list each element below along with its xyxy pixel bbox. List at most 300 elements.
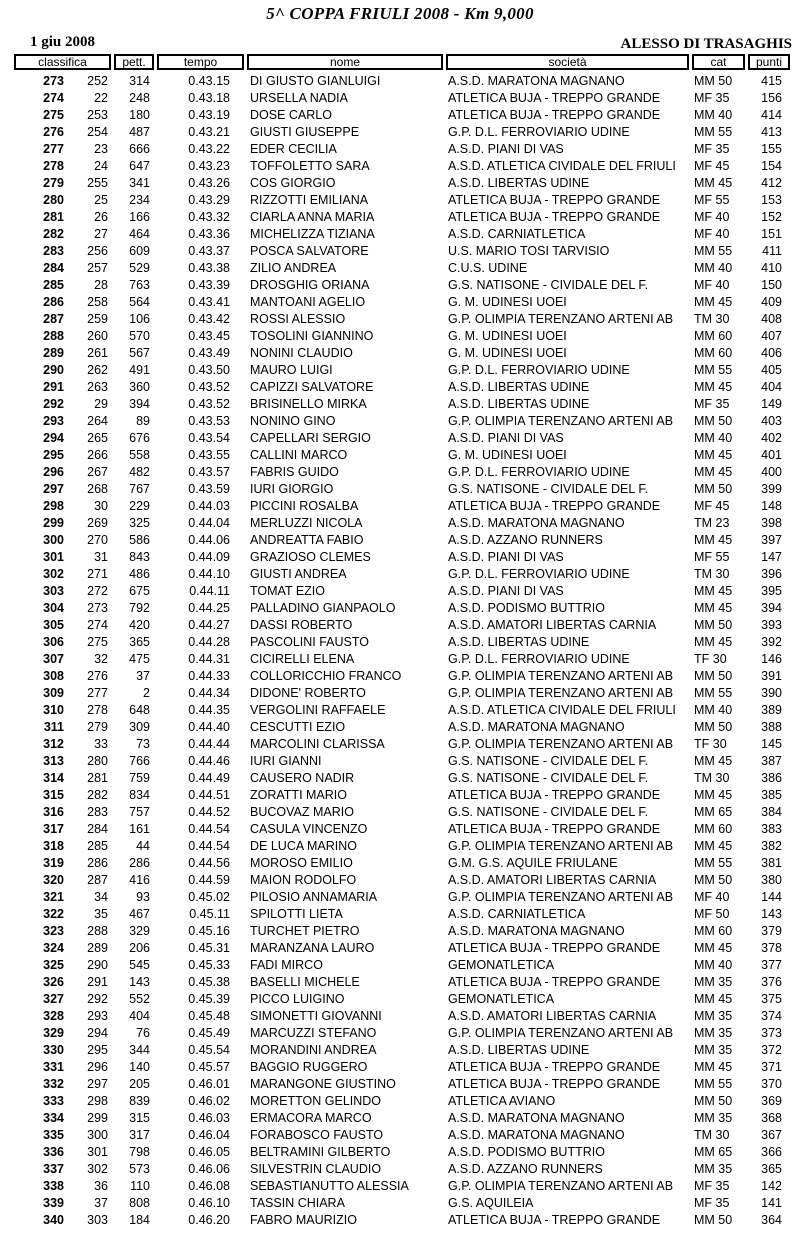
bib-number: 2 — [143, 686, 150, 700]
age-category: MF 45 — [694, 499, 730, 513]
rank-overall: 295 — [43, 448, 64, 462]
race-date: 1 giu 2008 — [30, 34, 96, 50]
athlete-name: PASCOLINI FAUSTO — [250, 635, 370, 649]
rank-category: 295 — [87, 1043, 108, 1057]
club-name: ATLETICA BUJA - TREPPO GRANDE — [448, 975, 661, 989]
table-row — [0, 736, 800, 753]
rank-overall: 290 — [43, 363, 64, 377]
athlete-name: MARCUZZI STEFANO — [250, 1026, 377, 1040]
club-name: A.S.D. PIANI DI VAS — [448, 431, 564, 445]
column-header-tempo: tempo — [157, 54, 244, 70]
bib-number: 487 — [129, 125, 150, 139]
bib-number: 229 — [129, 499, 150, 513]
table-row — [0, 379, 800, 396]
rank-overall: 332 — [43, 1077, 64, 1091]
age-category: MM 50 — [694, 482, 733, 496]
finish-time: 0.44.33 — [188, 669, 230, 683]
finish-time: 0.44.03 — [188, 499, 230, 513]
table-row — [0, 583, 800, 600]
rank-overall: 326 — [43, 975, 64, 989]
bib-number: 394 — [129, 397, 150, 411]
bib-number: 567 — [129, 346, 150, 360]
bib-number: 416 — [129, 873, 150, 887]
points: 378 — [761, 941, 782, 955]
points: 402 — [761, 431, 782, 445]
finish-time: 0.43.53 — [188, 414, 230, 428]
club-name: G.S. AQUILEIA — [448, 1196, 534, 1210]
bib-number: 404 — [129, 1009, 150, 1023]
club-name: G. M. UDINESI UOEI — [448, 329, 567, 343]
rank-overall: 337 — [43, 1162, 64, 1176]
points: 149 — [761, 397, 782, 411]
rank-category: 288 — [87, 924, 108, 938]
table-row — [0, 328, 800, 345]
rank-overall: 309 — [43, 686, 64, 700]
age-category: MM 50 — [694, 1213, 733, 1227]
table-row — [0, 770, 800, 787]
athlete-name: PICCINI ROSALBA — [250, 499, 359, 513]
points: 400 — [761, 465, 782, 479]
rank-overall: 338 — [43, 1179, 64, 1193]
points: 147 — [761, 550, 782, 564]
points: 410 — [761, 261, 782, 275]
points: 379 — [761, 924, 782, 938]
rank-overall: 330 — [43, 1043, 64, 1057]
rank-overall: 336 — [43, 1145, 64, 1159]
rank-overall: 325 — [43, 958, 64, 972]
age-category: MM 50 — [694, 74, 733, 88]
rank-overall: 288 — [43, 329, 64, 343]
finish-time: 0.44.54 — [188, 822, 230, 836]
rank-overall: 283 — [43, 244, 64, 258]
bib-number: 475 — [129, 652, 150, 666]
club-name: A.S.D. AZZANO RUNNERS — [448, 1162, 603, 1176]
rank-category: 270 — [87, 533, 108, 547]
club-name: A.S.D. LIBERTAS UDINE — [448, 176, 590, 190]
table-row — [0, 430, 800, 447]
points: 389 — [761, 703, 782, 717]
age-category: MM 50 — [694, 873, 733, 887]
club-name: G.P. D.L. FERROVIARIO UDINE — [448, 125, 630, 139]
points: 408 — [761, 312, 782, 326]
club-name: G.P. OLIMPIA TERENZANO ARTENI AB — [448, 737, 674, 751]
bib-number: 648 — [129, 703, 150, 717]
age-category: MM 55 — [694, 244, 733, 258]
age-category: MM 65 — [694, 1145, 733, 1159]
bib-number: 341 — [129, 176, 150, 190]
table-row — [0, 634, 800, 651]
athlete-name: TOMAT EZIO — [250, 584, 326, 598]
rank-overall: 333 — [43, 1094, 64, 1108]
rank-category: 286 — [87, 856, 108, 870]
rank-overall: 286 — [43, 295, 64, 309]
points: 367 — [761, 1128, 782, 1142]
club-name: G.P. OLIMPIA TERENZANO ARTENI AB — [448, 839, 674, 853]
results-table — [0, 73, 800, 1229]
rank-category: 262 — [87, 363, 108, 377]
rank-overall: 273 — [43, 74, 64, 88]
points: 369 — [761, 1094, 782, 1108]
rank-overall: 305 — [43, 618, 64, 632]
table-row — [0, 855, 800, 872]
age-category: MF 35 — [694, 1179, 730, 1193]
age-category: MM 45 — [694, 941, 733, 955]
rank-category: 296 — [87, 1060, 108, 1074]
document-title: 5^ COPPA FRIULI 2008 - Km 9,000 — [266, 4, 534, 23]
table-row — [0, 345, 800, 362]
club-name: G. M. UDINESI UOEI — [448, 295, 567, 309]
points: 412 — [761, 176, 782, 190]
rank-category: 266 — [87, 448, 108, 462]
athlete-name: CAPELLARI SERGIO — [250, 431, 371, 445]
age-category: MM 40 — [694, 431, 733, 445]
bib-number: 143 — [129, 975, 150, 989]
bib-number: 329 — [129, 924, 150, 938]
club-name: ATLETICA AVIANO — [448, 1094, 556, 1108]
finish-time: 0.43.21 — [188, 125, 230, 139]
athlete-name: DOSE CARLO — [250, 108, 332, 122]
bib-number: 808 — [129, 1196, 150, 1210]
finish-time: 0.46.06 — [188, 1162, 230, 1176]
table-row — [0, 1144, 800, 1161]
finish-time: 0.43.52 — [188, 380, 230, 394]
club-name: A.S.D. LIBERTAS UDINE — [448, 380, 590, 394]
finish-time: 0.45.02 — [188, 890, 230, 904]
bib-number: 763 — [129, 278, 150, 292]
age-category: MF 40 — [694, 278, 730, 292]
athlete-name: MARCOLINI CLARISSA — [250, 737, 385, 751]
table-row — [0, 1127, 800, 1144]
table-row — [0, 549, 800, 566]
age-category: MF 50 — [694, 907, 730, 921]
finish-time: 0.44.11 — [189, 584, 230, 598]
points: 385 — [761, 788, 782, 802]
bib-number: 166 — [129, 210, 150, 224]
rank-overall: 300 — [43, 533, 64, 547]
club-name: A.S.D. MARATONA MAGNANO — [448, 516, 625, 530]
athlete-name: FADI MIRCO — [250, 958, 323, 972]
finish-time: 0.43.26 — [188, 176, 230, 190]
athlete-name: FORABOSCO FAUSTO — [250, 1128, 384, 1142]
bib-number: 234 — [129, 193, 150, 207]
rank-category: 279 — [87, 720, 108, 734]
rank-category: 24 — [94, 159, 108, 173]
finish-time: 0.45.11 — [189, 907, 230, 921]
club-name: A.S.D. AMATORI LIBERTAS CARNIA — [448, 873, 657, 887]
rank-category: 260 — [87, 329, 108, 343]
age-category: MM 45 — [694, 465, 733, 479]
club-name: A.S.D. AMATORI LIBERTAS CARNIA — [448, 618, 657, 632]
athlete-name: BELTRAMINI GILBERTO — [250, 1145, 391, 1159]
rank-overall: 304 — [43, 601, 64, 615]
table-row — [0, 617, 800, 634]
rank-category: 32 — [94, 652, 108, 666]
rank-category: 289 — [87, 941, 108, 955]
athlete-name: CALLINI MARCO — [250, 448, 348, 462]
club-name: G.S. NATISONE - CIVIDALE DEL F. — [448, 482, 649, 496]
points: 403 — [761, 414, 782, 428]
club-name: ATLETICA BUJA - TREPPO GRANDE — [448, 193, 661, 207]
finish-time: 0.43.18 — [188, 91, 230, 105]
rank-category: 30 — [94, 499, 108, 513]
age-category: MF 35 — [694, 1196, 730, 1210]
bib-number: 839 — [129, 1094, 150, 1108]
rank-overall: 285 — [43, 278, 64, 292]
points: 397 — [761, 533, 782, 547]
finish-time: 0.44.34 — [188, 686, 230, 700]
bib-number: 161 — [129, 822, 150, 836]
rank-overall: 294 — [43, 431, 64, 445]
table-row — [0, 668, 800, 685]
points: 146 — [761, 652, 782, 666]
finish-time: 0.45.57 — [188, 1060, 230, 1074]
rank-category: 271 — [87, 567, 108, 581]
points: 386 — [761, 771, 782, 785]
club-name: A.S.D. MARATONA MAGNANO — [448, 720, 625, 734]
athlete-name: CAUSERO NADIR — [250, 771, 355, 785]
finish-time: 0.43.37 — [188, 244, 230, 258]
age-category: MM 55 — [694, 125, 733, 139]
rank-overall: 275 — [43, 108, 64, 122]
finish-time: 0.43.19 — [188, 108, 230, 122]
rank-overall: 328 — [43, 1009, 64, 1023]
rank-overall: 327 — [43, 992, 64, 1006]
rank-overall: 335 — [43, 1128, 64, 1142]
column-header-punti: punti — [748, 54, 790, 70]
rank-category: 264 — [87, 414, 108, 428]
rank-category: 255 — [87, 176, 108, 190]
rank-category: 281 — [87, 771, 108, 785]
rank-overall: 339 — [43, 1196, 64, 1210]
club-name: G.P. OLIMPIA TERENZANO ARTENI AB — [448, 686, 674, 700]
rank-overall: 308 — [43, 669, 64, 683]
finish-time: 0.43.45 — [188, 329, 230, 343]
club-name: A.S.D. PIANI DI VAS — [448, 142, 564, 156]
rank-category: 284 — [87, 822, 108, 836]
rank-category: 294 — [87, 1026, 108, 1040]
finish-time: 0.44.54 — [188, 839, 230, 853]
finish-time: 0.43.54 — [188, 431, 230, 445]
points: 143 — [761, 907, 782, 921]
rank-overall: 299 — [43, 516, 64, 530]
finish-time: 0.44.09 — [188, 550, 230, 564]
club-name: A.S.D. MARATONA MAGNANO — [448, 1111, 625, 1125]
club-name: A.S.D. PIANI DI VAS — [448, 584, 564, 598]
rank-overall: 278 — [43, 159, 64, 173]
club-name: G.P. OLIMPIA TERENZANO ARTENI AB — [448, 890, 674, 904]
age-category: MM 65 — [694, 805, 733, 819]
age-category: TF 30 — [694, 652, 727, 666]
finish-time: 0.43.38 — [188, 261, 230, 275]
age-category: MF 35 — [694, 91, 730, 105]
rank-overall: 302 — [43, 567, 64, 581]
athlete-name: MERLUZZI NICOLA — [250, 516, 363, 530]
athlete-name: PALLADINO GIANPAOLO — [250, 601, 396, 615]
age-category: TF 30 — [694, 737, 727, 751]
table-row — [0, 1025, 800, 1042]
rank-category: 258 — [87, 295, 108, 309]
rank-overall: 310 — [43, 703, 64, 717]
bib-number: 759 — [129, 771, 150, 785]
column-header-classifica: classifica — [14, 54, 111, 70]
finish-time: 0.46.04 — [188, 1128, 230, 1142]
age-category: MM 35 — [694, 1026, 733, 1040]
club-name: ATLETICA BUJA - TREPPO GRANDE — [448, 91, 661, 105]
points: 395 — [761, 584, 782, 598]
age-category: MF 35 — [694, 397, 730, 411]
finish-time: 0.44.51 — [188, 788, 230, 802]
bib-number: 586 — [129, 533, 150, 547]
athlete-name: CICIRELLI ELENA — [250, 652, 355, 666]
table-row — [0, 804, 800, 821]
bib-number: 843 — [129, 550, 150, 564]
points: 376 — [761, 975, 782, 989]
club-name: ATLETICA BUJA - TREPPO GRANDE — [448, 941, 661, 955]
finish-time: 0.46.05 — [188, 1145, 230, 1159]
athlete-name: POSCA SALVATORE — [250, 244, 369, 258]
bib-number: 666 — [129, 142, 150, 156]
table-row — [0, 1076, 800, 1093]
points: 377 — [761, 958, 782, 972]
club-name: ATLETICA BUJA - TREPPO GRANDE — [448, 210, 661, 224]
rank-category: 303 — [87, 1213, 108, 1227]
rank-overall: 329 — [43, 1026, 64, 1040]
points: 392 — [761, 635, 782, 649]
rank-category: 27 — [94, 227, 108, 241]
table-row — [0, 957, 800, 974]
points: 404 — [761, 380, 782, 394]
points: 394 — [761, 601, 782, 615]
athlete-name: SILVESTRIN CLAUDIO — [250, 1162, 382, 1176]
points: 381 — [761, 856, 782, 870]
finish-time: 0.43.15 — [188, 74, 230, 88]
table-row — [0, 107, 800, 124]
athlete-name: GIUSTI GIUSEPPE — [250, 125, 360, 139]
points: 414 — [761, 108, 782, 122]
points: 371 — [761, 1060, 782, 1074]
points: 393 — [761, 618, 782, 632]
rank-overall: 281 — [43, 210, 64, 224]
rank-category: 25 — [94, 193, 108, 207]
rank-category: 253 — [87, 108, 108, 122]
rank-overall: 307 — [43, 652, 64, 666]
age-category: MM 50 — [694, 618, 733, 632]
table-row — [0, 192, 800, 209]
finish-time: 0.44.27 — [188, 618, 230, 632]
rank-category: 277 — [87, 686, 108, 700]
rank-overall: 321 — [43, 890, 64, 904]
points: 373 — [761, 1026, 782, 1040]
club-name: GEMONATLETICA — [448, 958, 555, 972]
rank-category: 302 — [87, 1162, 108, 1176]
table-row — [0, 991, 800, 1008]
rank-category: 287 — [87, 873, 108, 887]
age-category: MF 40 — [694, 227, 730, 241]
finish-time: 0.44.56 — [188, 856, 230, 870]
bib-number: 206 — [129, 941, 150, 955]
club-name: G.P. D.L. FERROVIARIO UDINE — [448, 363, 630, 377]
rank-category: 257 — [87, 261, 108, 275]
table-row — [0, 1042, 800, 1059]
points: 391 — [761, 669, 782, 683]
club-name: A.S.D. PODISMO BUTTRIO — [448, 1145, 605, 1159]
finish-time: 0.43.52 — [188, 397, 230, 411]
points: 396 — [761, 567, 782, 581]
age-category: MF 35 — [694, 142, 730, 156]
club-name: A.S.D. MARATONA MAGNANO — [448, 74, 625, 88]
rank-category: 35 — [94, 907, 108, 921]
finish-time: 0.43.57 — [188, 465, 230, 479]
rank-overall: 311 — [43, 720, 64, 734]
age-category: MM 40 — [694, 108, 733, 122]
rank-overall: 298 — [43, 499, 64, 513]
athlete-name: IURI GIANNI — [250, 754, 322, 768]
age-category: MF 40 — [694, 210, 730, 224]
finish-time: 0.46.08 — [188, 1179, 230, 1193]
rank-category: 265 — [87, 431, 108, 445]
club-name: G.S. NATISONE - CIVIDALE DEL F. — [448, 278, 649, 292]
rank-overall: 279 — [43, 176, 64, 190]
bib-number: 184 — [129, 1213, 150, 1227]
finish-time: 0.44.52 — [188, 805, 230, 819]
age-category: MM 45 — [694, 992, 733, 1006]
finish-time: 0.44.46 — [188, 754, 230, 768]
finish-time: 0.43.41 — [188, 295, 230, 309]
athlete-name: BASELLI MICHELE — [250, 975, 360, 989]
points: 364 — [761, 1213, 782, 1227]
points: 401 — [761, 448, 782, 462]
bib-number: 675 — [129, 584, 150, 598]
rank-category: 274 — [87, 618, 108, 632]
rank-overall: 314 — [43, 771, 64, 785]
club-name: G.P. OLIMPIA TERENZANO ARTENI AB — [448, 1179, 674, 1193]
table-row — [0, 685, 800, 702]
column-header-cat: cat — [692, 54, 745, 70]
athlete-name: DIDONE' ROBERTO — [250, 686, 366, 700]
points: 383 — [761, 822, 782, 836]
athlete-name: DROSGHIG ORIANA — [250, 278, 370, 292]
rank-category: 259 — [87, 312, 108, 326]
bib-number: 325 — [129, 516, 150, 530]
table-row — [0, 226, 800, 243]
table-row — [0, 1195, 800, 1212]
age-category: MM 45 — [694, 448, 733, 462]
bib-number: 37 — [136, 669, 150, 683]
club-name: G.S. NATISONE - CIVIDALE DEL F. — [448, 805, 649, 819]
bib-number: 545 — [129, 958, 150, 972]
age-category: MM 45 — [694, 839, 733, 853]
age-category: MM 60 — [694, 329, 733, 343]
table-row — [0, 481, 800, 498]
age-category: MM 50 — [694, 669, 733, 683]
bib-number: 248 — [129, 91, 150, 105]
points: 413 — [761, 125, 782, 139]
points: 374 — [761, 1009, 782, 1023]
age-category: MM 50 — [694, 414, 733, 428]
rank-overall: 292 — [43, 397, 64, 411]
rank-category: 276 — [87, 669, 108, 683]
column-header-nome: nome — [247, 54, 443, 70]
age-category: TM 23 — [694, 516, 730, 530]
bib-number: 558 — [129, 448, 150, 462]
athlete-name: DE LUCA MARINO — [250, 839, 357, 853]
athlete-name: PILOSIO ANNAMARIA — [250, 890, 378, 904]
club-name: G.P. OLIMPIA TERENZANO ARTENI AB — [448, 312, 674, 326]
table-row — [0, 141, 800, 158]
finish-time: 0.46.03 — [188, 1111, 230, 1125]
finish-time: 0.43.59 — [188, 482, 230, 496]
bib-number: 564 — [129, 295, 150, 309]
